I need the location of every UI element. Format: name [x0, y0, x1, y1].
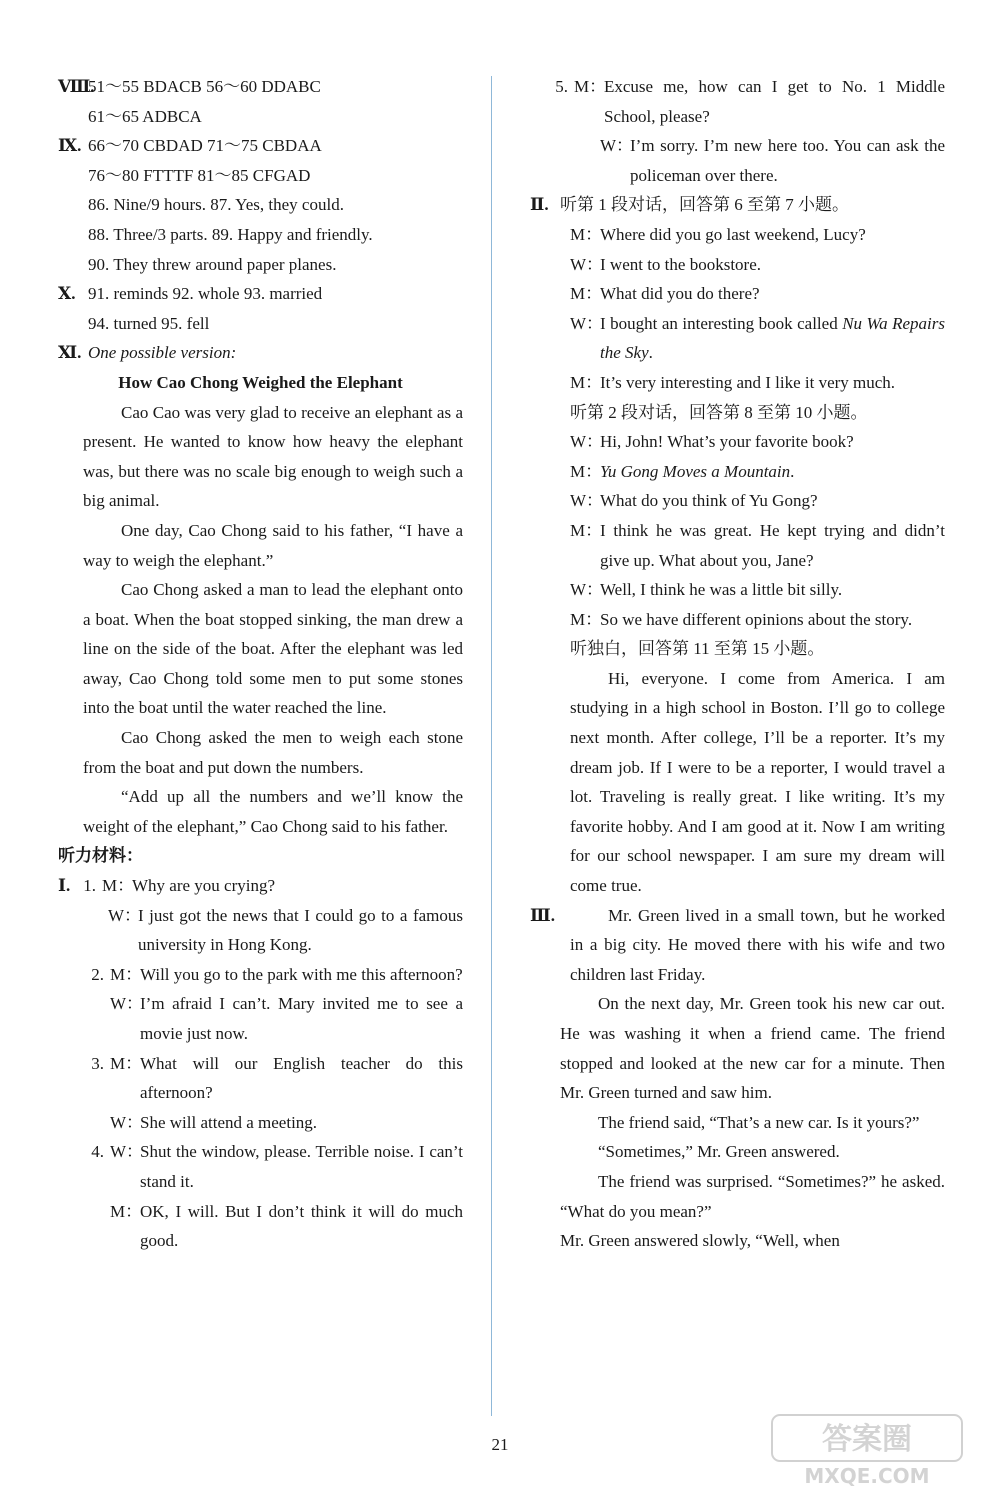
- dialogue-text: Where did you go last weekend, Lucy?: [600, 224, 866, 244]
- dialogue-line: [58, 871, 463, 901]
- dialogue-number: 4.: [91, 1142, 104, 1162]
- speaker: W：: [570, 491, 604, 511]
- story-paragraph: “Sometimes,” Mr. Green answered.: [598, 1142, 840, 1162]
- dialogue-line: [570, 516, 945, 575]
- story-first-paragraph: [530, 901, 945, 990]
- dialogue-text: OK, I will. But I don’t think it will do much good.: [140, 1201, 463, 1251]
- dialogue-number: 1.: [83, 876, 96, 896]
- section-instruction: 听第 1 段对话，回答第 6 至第 7 小题。: [560, 195, 849, 215]
- speaker: M：: [570, 609, 603, 629]
- dialogue-line: [570, 486, 945, 516]
- story-paragraph: Mr. Green lived in a small town, but he worked in a big city. He moved there with his wife and two children last Friday.: [570, 905, 945, 984]
- speaker: W：: [108, 905, 142, 925]
- speaker: M：: [110, 1053, 143, 1073]
- dialogue-line: [570, 605, 945, 635]
- dialogue-text: Why are you crying?: [132, 876, 276, 896]
- answer-text: 61～65 ADBCA: [88, 106, 202, 126]
- speaker: W：: [570, 432, 604, 452]
- story-paragraph: The friend said, “That’s a new car. Is it yours?”: [598, 1112, 920, 1132]
- section-label: Ⅹ.: [58, 284, 76, 304]
- dialogue: [58, 871, 463, 960]
- dialogue-text: I’m afraid I can’t. Mary invited me to see a movie just now.: [140, 994, 463, 1043]
- dialogue: [530, 72, 945, 190]
- story-paragraph: The friend was surprised. “Sometimes?” he asked. “What do you mean?”: [560, 1171, 945, 1221]
- dialogue-line: [570, 279, 945, 309]
- dialogue: [58, 1137, 463, 1255]
- dialogue-text: [600, 457, 945, 487]
- dialogue-line: [570, 368, 945, 398]
- answer-text: 94. turned 95. fell: [88, 313, 210, 333]
- speaker: M：: [574, 77, 607, 96]
- dialogue-number: 3.: [91, 1053, 104, 1073]
- answer-text: 86. Nine/9 hours. 87. Yes, they could.: [88, 195, 344, 215]
- dialogue-text: So we have different opinions about the story.: [600, 609, 913, 629]
- dialogue-line: [530, 131, 945, 190]
- dialogue-text: I just got the news that I could go to a famous university in Hong Kong.: [138, 905, 463, 955]
- dialogue-text: She will attend a meeting.: [140, 1112, 318, 1132]
- dialogue-line: [570, 309, 945, 368]
- answer-row: [58, 338, 463, 368]
- section-label: Ⅲ.: [530, 905, 555, 925]
- dialogue-text-tail: .: [648, 343, 653, 363]
- dialogue-text-tail: .: [790, 461, 795, 481]
- dialogue: [58, 1049, 463, 1138]
- dialogue: [58, 960, 463, 1049]
- essay: [58, 398, 463, 842]
- left-column: [58, 72, 463, 1256]
- speaker: M：: [110, 964, 143, 984]
- answer-text: 91. reminds 92. whole 93. married: [88, 284, 323, 304]
- dialogue-line: [570, 220, 945, 250]
- dialogue-line: [570, 575, 945, 605]
- book-title: Nu Wa Repairs the Sky: [600, 313, 945, 363]
- speaker: W：: [110, 994, 144, 1014]
- dialogue-line: [58, 1049, 463, 1108]
- page-number: 21: [491, 1435, 509, 1454]
- answer-row: [58, 279, 463, 309]
- speaker: W：: [570, 313, 604, 333]
- answer-text: One possible version:: [88, 343, 237, 363]
- speaker: M：: [110, 1201, 143, 1221]
- section-label: Ⅰ.: [58, 876, 71, 896]
- dialogue-line: [58, 901, 463, 960]
- essay-paragraph: Cao Chong asked a man to lead the elephant onto a boat. When the boat stopped sinking, the man drew a line on the side of the boat. After the elephant was led away, Cao Chong told some men to put some stones into the boat until the water reached the line.: [83, 580, 463, 718]
- speaker: W：: [570, 254, 604, 274]
- essay-paragraph: Cao Chong asked the men to weigh each stone from the boat and put down the numbers.: [83, 728, 463, 777]
- dialogue-text: [600, 309, 945, 368]
- speaker: W：: [110, 1142, 144, 1162]
- dialogue-text: Hi, John! What’s your favorite book?: [600, 432, 854, 452]
- dialogue-text: What do you think of Yu Gong?: [600, 491, 818, 511]
- section-label: Ⅸ.: [58, 136, 82, 156]
- answer-text: 88. Three/3 parts. 89. Happy and friendly.: [88, 224, 373, 244]
- dialogue-line: [58, 1108, 463, 1138]
- dialogue-line: [530, 72, 945, 131]
- svg-text:MXQE.COM: MXQE.COM: [804, 1464, 930, 1488]
- section-instruction: 听第 2 段对话，回答第 8 至第 10 小题。: [570, 402, 868, 422]
- story: [530, 901, 945, 1256]
- speaker: W：: [570, 580, 604, 600]
- speaker: W：: [600, 136, 634, 156]
- svg-text:答案圈: 答案圈: [822, 1422, 912, 1457]
- speaker: M：: [570, 284, 603, 304]
- monologue: Hi, everyone. I come from America. I am studying in a high school in Boston. I’ll go to college next month. After college, I’ll be a reporter. It’s my dream job. If I were to be a reporter, I would travel a lot. Traveling is really great. I like writing. It’s my favorite hobby. And I am good at it. Now I am writing for our school newspaper. I am sure my dream will come true.: [570, 668, 945, 896]
- dialogue-line: [58, 989, 463, 1048]
- section-label: Ⅱ.: [530, 195, 549, 215]
- dialogue-number: 2.: [91, 964, 104, 984]
- section-heading: [530, 190, 945, 220]
- dialogue-text: Excuse me, how can I get to No. 1 Middle School, please?: [604, 77, 945, 126]
- answer-text: 76～80 FTTTF 81～85 CFGAD: [88, 165, 311, 185]
- answer-row: [58, 72, 463, 102]
- dialogue-text: Well, I think he was a little bit silly.: [600, 580, 843, 600]
- right-column: [530, 72, 945, 1256]
- essay-paragraph: “Add up all the numbers and we’ll know the weight of the elephant,” Cao Chong said to his father.: [83, 787, 463, 836]
- story-paragraph: On the next day, Mr. Green took his new car out. He was washing it when a friend came. The friend stopped and looked at the new car for a minute. Then Mr. Green turned and saw him.: [560, 994, 945, 1103]
- dialogue-text-plain: I bought an interesting book called: [600, 313, 843, 333]
- essay-title: How Cao Chong Weighed the Elephant: [118, 372, 403, 392]
- dialogue-text: I think he was great. He kept trying and didn’t give up. What about you, Jane?: [600, 520, 945, 570]
- section-label: Ⅺ.: [58, 343, 82, 363]
- watermark-logo: [762, 1409, 972, 1489]
- speaker: W：: [110, 1112, 144, 1132]
- dialogue-line: [58, 960, 463, 990]
- essay-paragraph: Cao Cao was very glad to receive an elephant as a present. He wanted to know how heavy the elephant was, but there was no scale big enough to weigh such a big animal.: [83, 402, 463, 511]
- speaker: M：: [570, 461, 603, 481]
- speaker: M：: [570, 520, 603, 540]
- section-instruction: 听独白，回答第 11 至第 15 小题。: [570, 639, 825, 659]
- dialogue-text: Will you go to the park with me this afternoon?: [140, 964, 463, 984]
- speaker: M：: [102, 876, 135, 896]
- column-divider: [491, 76, 492, 1416]
- speaker: M：: [570, 224, 603, 244]
- dialogue-number: 5.: [555, 77, 568, 96]
- dialogue-text: It’s very interesting and I like it very much.: [600, 372, 896, 392]
- dialogue-line: [570, 427, 945, 457]
- dialogue-line: [58, 1137, 463, 1196]
- answer-row: [58, 131, 463, 161]
- listening-heading: 听力材料：: [58, 846, 143, 866]
- dialogue-line: [570, 250, 945, 280]
- dialogue-text: Shut the window, please. Terrible noise. I can’t stand it.: [140, 1142, 463, 1191]
- dialogue-text: I went to the bookstore.: [600, 254, 761, 274]
- section-label: Ⅷ.: [58, 77, 95, 96]
- book-title: Yu Gong Moves a Mountain: [600, 461, 791, 481]
- speaker: M：: [570, 372, 603, 392]
- dialogue-line: [58, 1197, 463, 1256]
- essay-paragraph: One day, Cao Chong said to his father, “I have a way to weigh the elephant.”: [83, 520, 463, 570]
- conversation: [530, 220, 945, 398]
- conversation: [530, 427, 945, 634]
- answer-text: 51～55 BDACB 56～60 DDABC: [88, 77, 321, 96]
- dialogue-text: What did you do there?: [600, 284, 760, 304]
- answer-text: 90. They threw around paper planes.: [88, 254, 337, 274]
- dialogue-text: I’m sorry. I’m new here too. You can ask the policeman over there.: [630, 136, 945, 185]
- dialogue-line: [570, 457, 945, 487]
- story-paragraph: Mr. Green answered slowly, “Well, when: [560, 1231, 840, 1251]
- dialogue-text: What will our English teacher do this afternoon?: [140, 1053, 463, 1103]
- answer-text: 66～70 CBDAD 71～75 CBDAA: [88, 136, 322, 156]
